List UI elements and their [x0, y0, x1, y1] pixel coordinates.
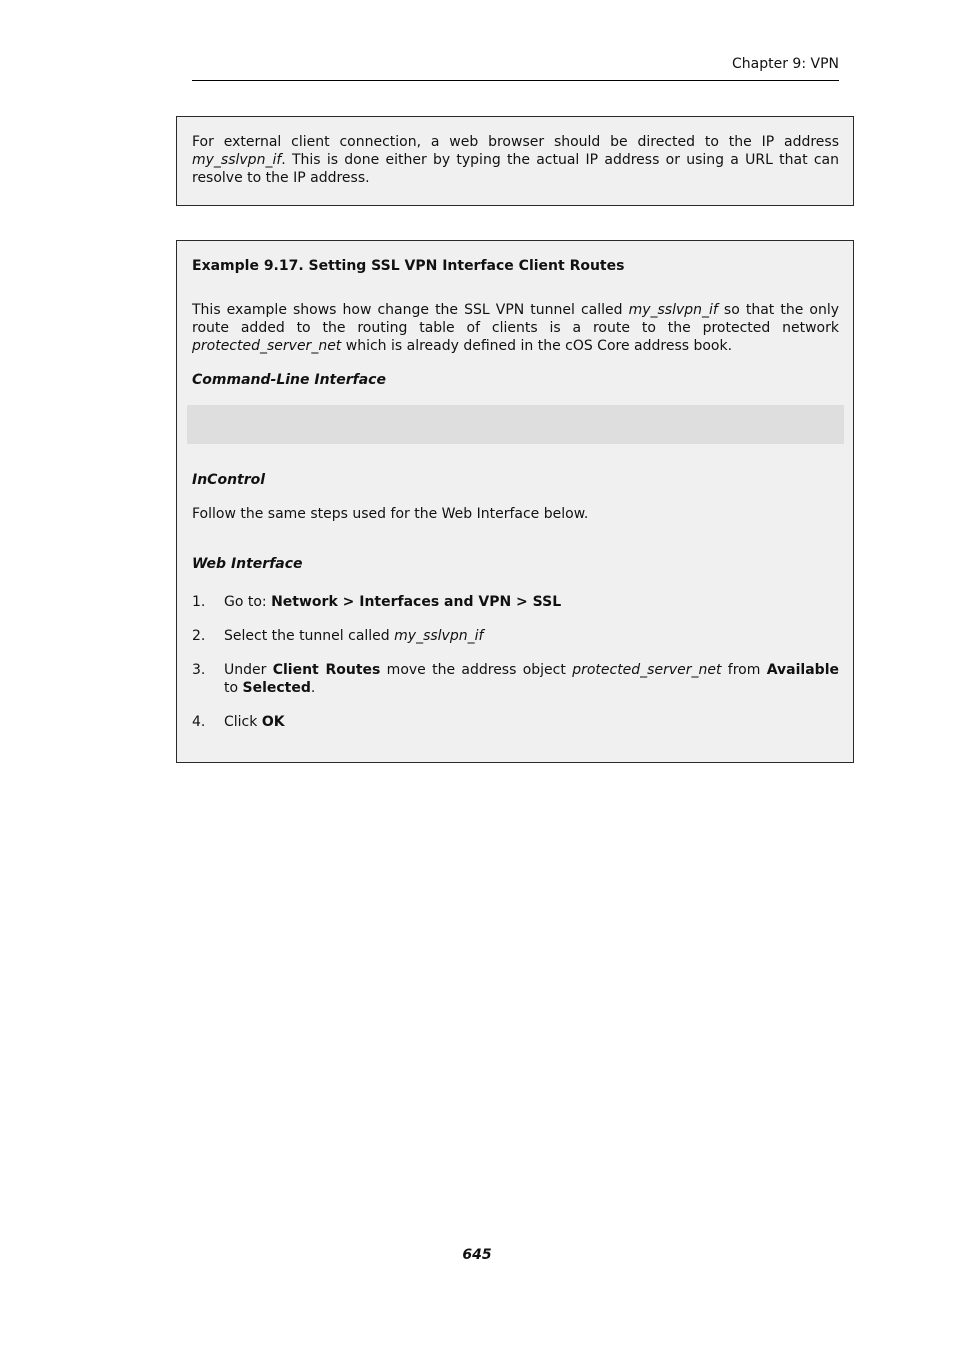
- note-object-name: my_sslvpn_if: [192, 152, 282, 168]
- tunnel-name: my_sslvpn_if: [394, 628, 484, 644]
- menu-path: Network > Interfaces and VPN > SSL: [271, 594, 562, 610]
- cli-heading: Command-Line Interface: [192, 372, 386, 388]
- step-item: [192, 661, 839, 697]
- step-number: 2.: [192, 628, 206, 644]
- step-number: 3.: [192, 662, 206, 678]
- note-text-part: For external client connection, a web browser should be directed to the IP address: [192, 134, 839, 150]
- note-text-part: . This is done either by typing the actual IP address or using a URL that can resolve to the IP address.: [192, 152, 839, 186]
- example-title: Example 9.17. Setting SSL VPN Interface Client Routes: [192, 258, 625, 274]
- note-box: [176, 116, 854, 206]
- step-text: [224, 661, 839, 697]
- page-number: 645: [462, 1247, 492, 1263]
- ui-label: Available: [766, 662, 839, 678]
- step-number: 4.: [192, 714, 206, 730]
- step-text-part: Under: [224, 662, 273, 678]
- step-text-part: to: [224, 680, 243, 696]
- step-text-part: from: [721, 662, 767, 678]
- example-intro: [192, 301, 839, 355]
- intro-object-name: protected_server_net: [192, 338, 342, 354]
- page-header: [192, 54, 839, 81]
- step-text: [224, 713, 839, 731]
- incontrol-text: Follow the same steps used for the Web Interface below.: [192, 506, 589, 522]
- intro-text-part: This example shows how change the SSL VPN tunnel called: [192, 302, 629, 318]
- incontrol-heading: InControl: [192, 472, 266, 488]
- step-text: [224, 593, 839, 611]
- step-text: [224, 627, 839, 645]
- ui-label: Client Routes: [272, 662, 381, 678]
- web-interface-heading: Web Interface: [192, 556, 303, 572]
- ui-label: OK: [261, 714, 285, 730]
- example-box: [176, 240, 854, 763]
- intro-object-name: my_sslvpn_if: [628, 302, 718, 318]
- step-text-part: .: [310, 680, 316, 696]
- step-number: 1.: [192, 594, 206, 610]
- ui-label: Selected: [242, 680, 311, 696]
- step-text-part: move the address object: [380, 662, 573, 678]
- step-text-part: Select the tunnel called: [224, 628, 395, 644]
- note-text: [192, 133, 839, 187]
- intro-text-part: which is already defined in the cOS Core address book.: [341, 338, 733, 354]
- step-text-part: Click: [224, 714, 262, 730]
- cli-code-block: [187, 405, 844, 444]
- object-name: protected_server_net: [572, 662, 722, 678]
- step-text-part: Go to:: [224, 594, 272, 610]
- chapter-title: Chapter 9: VPN: [732, 56, 839, 72]
- intro-text-part: so that the only route added to the routing table of clients is a route to the protected network: [192, 302, 839, 336]
